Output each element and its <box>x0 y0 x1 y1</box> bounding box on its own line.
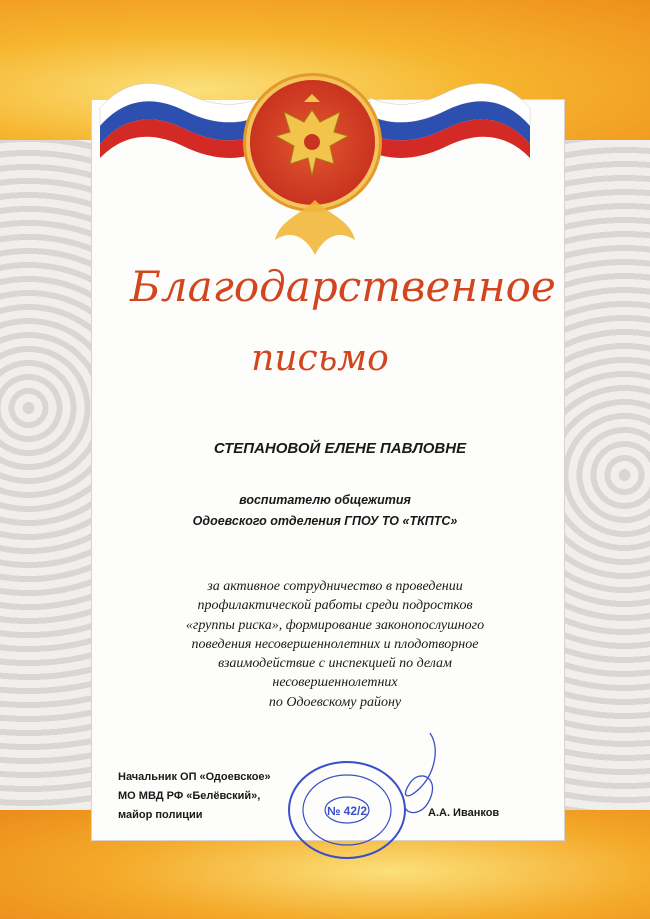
signatory-name: А.А. Иванков <box>428 807 500 819</box>
signatory-line: майор полиции <box>118 809 203 821</box>
gold-flourish-icon <box>270 200 360 260</box>
signatory-line: МО МВД РФ «Белёвский», <box>118 790 261 802</box>
coat-of-arms-emblem <box>250 80 375 205</box>
reason-line: несовершеннолетних <box>272 675 398 691</box>
stamp-number: № 42/2 <box>326 804 368 818</box>
reason-line: взаимодействие с инспекцией по делам <box>218 656 452 672</box>
position-line: Одоевского отделения ГПОУ ТО «ТКПТС» <box>192 514 458 528</box>
right-silver-ornament <box>565 140 650 810</box>
russian-flag-ribbon-left-icon <box>95 58 265 158</box>
left-silver-ornament <box>0 140 95 810</box>
certificate-title-second-line: письмо <box>251 338 389 379</box>
recipient-name: СТЕПАНОВОЙ ЕЛЕНЕ ПАВЛОВНЕ <box>213 440 467 457</box>
signatory-line: Начальник ОП «Одоевское» <box>118 771 271 783</box>
russian-flag-ribbon-right-icon <box>365 58 535 158</box>
recipient-position <box>160 490 490 532</box>
certificate-title: Благодарственное <box>130 262 556 311</box>
reason-line: за активное сотрудничество в проведении <box>207 579 463 594</box>
handwritten-signature-icon <box>380 728 450 818</box>
reason-line: «группы риска», формирование законопослушного <box>185 617 485 633</box>
gratitude-reason <box>170 577 500 712</box>
reason-line: по Одоевскому району <box>268 694 402 710</box>
double-headed-eagle-icon <box>250 80 375 205</box>
reason-line: поведения несовершеннолетних и плодотворное <box>191 636 479 652</box>
position-line: воспитателю общежития <box>239 493 411 507</box>
reason-line: профилактической работы среди подростков <box>197 598 473 614</box>
